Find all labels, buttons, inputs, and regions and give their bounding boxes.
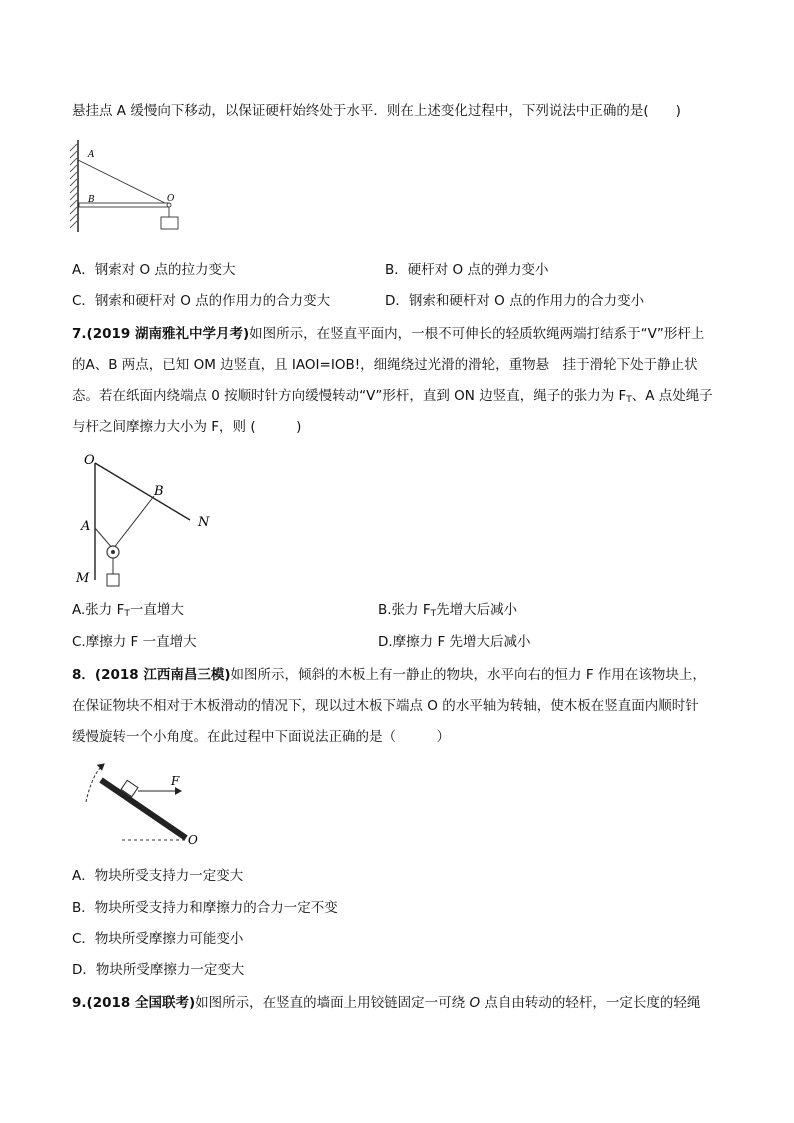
q8-option-a[interactable]: A．物块所受支持力一定变大 <box>72 868 244 884</box>
q8-figure <box>78 762 208 850</box>
q6-intro: 悬挂点 A 缓慢向下移动，以保证硬杆始终处于水平．则在上述变化过程中，下列说法中正确的是( ) <box>72 103 681 119</box>
q7-option-a[interactable]: A.张力 $F_T$一直增大 <box>72 602 184 619</box>
q8-line-3: 缓慢旋转一个小角度。在此过程中下面说法正确的是（ ） <box>72 729 450 745</box>
weight-block <box>107 574 119 586</box>
pulley-axle <box>111 550 115 554</box>
wall <box>70 140 78 232</box>
q7-line-3: 态。若在纸面内绕端点 0 按顺时针方向缓慢转动“V”形杆，直到 ON 边竖直，绳子的张力为 $F_T$、A 点处绳子 <box>72 388 713 405</box>
label-m: M <box>76 571 90 586</box>
q8-option-b[interactable]: B．物块所受支持力和摩擦力的合力一定不变 <box>72 900 338 916</box>
q8-number: 8． <box>72 667 95 683</box>
label-o: O <box>84 453 95 468</box>
q7-number: 7. <box>72 326 87 342</box>
q8-option-c[interactable]: C．物块所受摩擦力可能变小 <box>72 931 244 947</box>
q7-option-d[interactable]: D.摩擦力 F 先增大后减小 <box>378 634 531 650</box>
q9-number: 9. <box>72 995 87 1011</box>
q8-source: (2018 江西南昌三模) <box>94 667 231 683</box>
q7-option-b[interactable]: B.张力 $F_T$先增大后减小 <box>378 602 518 619</box>
q8-option-d[interactable]: D．物块所受摩擦力一定变大 <box>72 962 245 978</box>
weight-block <box>161 217 178 229</box>
q7-source: (2019 湖南雅礼中学月考) <box>86 326 250 342</box>
q8-line-2: 在保证物块不相对于木板滑动的情况下，现以过木板下端点 O 的水平轴为转轴，使木板在竖直面内顺时针 <box>72 698 699 714</box>
label-a: A <box>81 519 91 534</box>
q6-option-c[interactable]: C．钢索和硬杆对 O 点的作用力的合力变大 <box>72 293 331 309</box>
rope-left <box>95 528 113 549</box>
inclined-board <box>101 780 186 838</box>
q9-source: (2018 全国联考) <box>86 995 196 1011</box>
label-b: B <box>154 484 164 499</box>
q9-line-1: 9.(2018 全国联考)如图所示，在竖直的墙面上用铰链固定一可绕 O 点自由转动的轻杆，一定长度的轻绳 <box>72 995 701 1011</box>
q7-line-2: 的A、B 两点，已知 OM 边竖直，且 IAOI=IOB!，细绳绕过光滑的滑轮，重物悬 挂于滑轮下处于静止状 <box>72 357 698 373</box>
q7-line-4: 与杆之间摩擦力大小为 F，则 ( ) <box>72 419 302 435</box>
q7-figure <box>70 448 220 596</box>
q6-option-d[interactable]: D．钢索和硬杆对 O 点的作用力的合力变小 <box>385 293 645 309</box>
q7-option-c[interactable]: C.摩擦力 F 一直增大 <box>72 634 197 650</box>
q8-line-1 <box>72 666 706 684</box>
label-a: A <box>88 150 95 160</box>
q7-line-1 <box>72 325 704 343</box>
q6-option-a[interactable]: A．钢索对 O 点的拉力变大 <box>72 262 236 278</box>
label-n: N <box>198 515 210 530</box>
q8-text-1: 如图所示，倾斜的木板上有一静止的物块，水平向右的恒力 F 作用在该物块上， <box>230 667 706 683</box>
q6-option-b[interactable]: B．硬杆对 O 点的弹力变小 <box>385 262 549 278</box>
q6-figure <box>66 138 196 234</box>
label-b: B <box>88 195 95 205</box>
label-o: O <box>167 194 175 204</box>
label-f: F <box>171 774 180 788</box>
label-o: O <box>188 833 198 847</box>
rope-right <box>113 496 154 549</box>
q7-text-1: 如图所示，在竖直平面内，一根不可伸长的轻质软绳两端打结系于“V”形杆上 <box>249 326 705 342</box>
